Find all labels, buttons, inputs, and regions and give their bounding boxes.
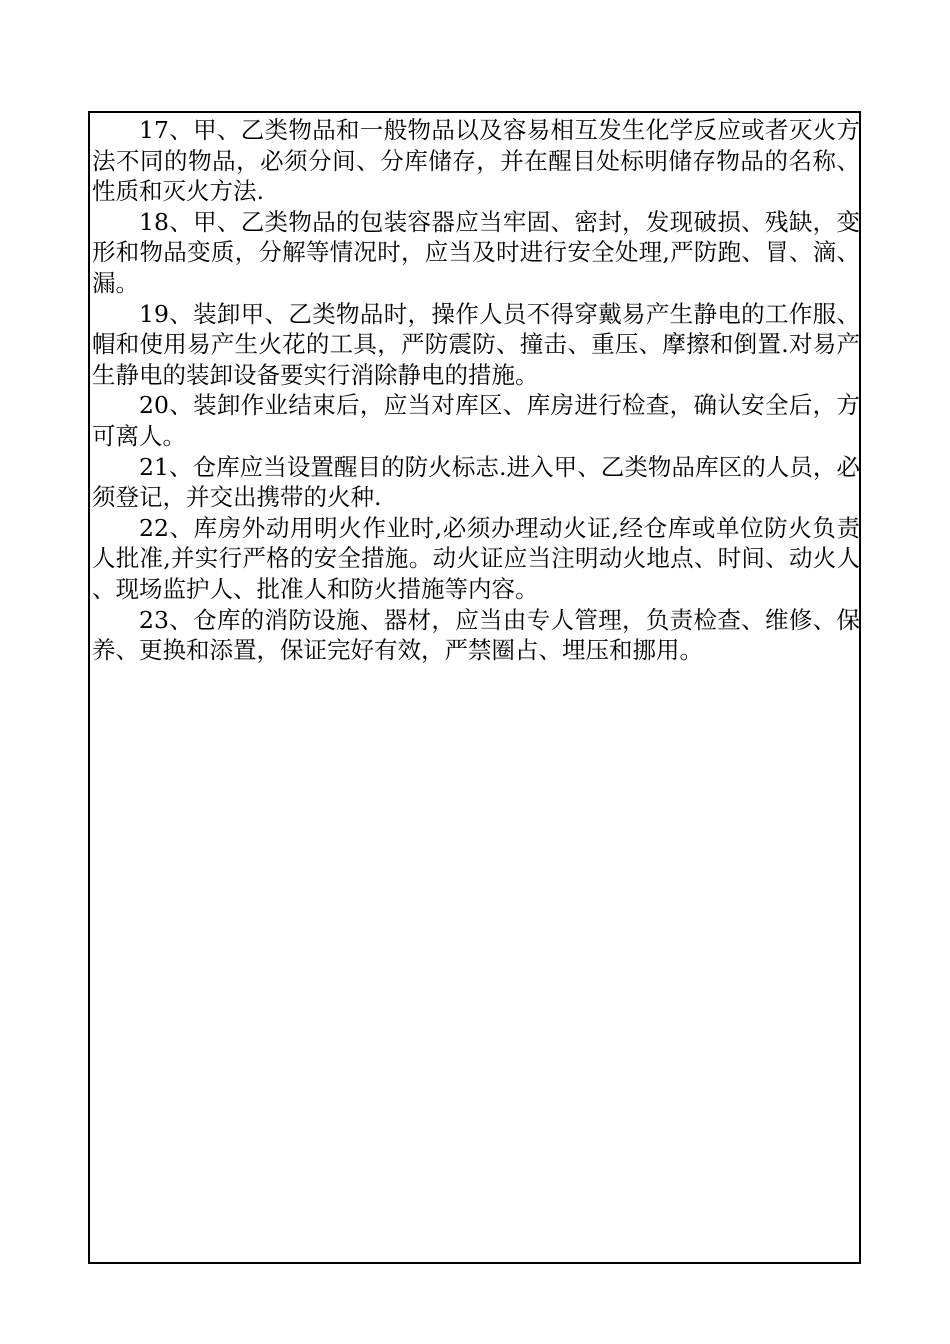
paragraph-18: 18、甲、乙类物品的包装容器应当牢固、密封，发现破损、残缺，变形和物品变质，分解等情况时，应当及时进行安全处理,严防跑、冒、滴、漏。	[92, 207, 860, 297]
paragraph-17: 17、甲、乙类物品和一般物品以及容易相互发生化学反应或者灭火方法不同的物品，必须分间、分库储存，并在醒目处标明储存物品的名称、性质和灭火方法.	[92, 116, 860, 206]
document-body	[92, 115, 860, 666]
paragraph-20: 20、装卸作业结束后，应当对库区、库房进行检查，确认安全后，方可离人。	[92, 391, 860, 450]
paragraph-22: 22、库房外动用明火作业时,必须办理动火证,经仓库或单位防火负责人批准,并实行严格的安全措施。动火证应当注明动火地点、时间、动火人、现场监护人、批准人和防火措施等内容。	[92, 513, 860, 603]
paragraph-19: 19、装卸甲、乙类物品时，操作人员不得穿戴易产生静电的工作服、帽和使用易产生火花的工具，严防震防、撞击、重压、摩擦和倒置.对易产生静电的装卸设备要实行消除静电的措施。	[92, 299, 860, 389]
paragraph-21: 21、仓库应当设置醒目的防火标志.进入甲、乙类物品库区的人员，必须登记，并交出携带的火种.	[92, 452, 860, 512]
page-frame	[88, 111, 861, 1264]
paragraph-23: 23、仓库的消防设施、器材，应当由专人管理，负责检查、维修、保养、更换和添置，保证完好有效，严禁圈占、埋压和挪用。	[92, 605, 860, 665]
